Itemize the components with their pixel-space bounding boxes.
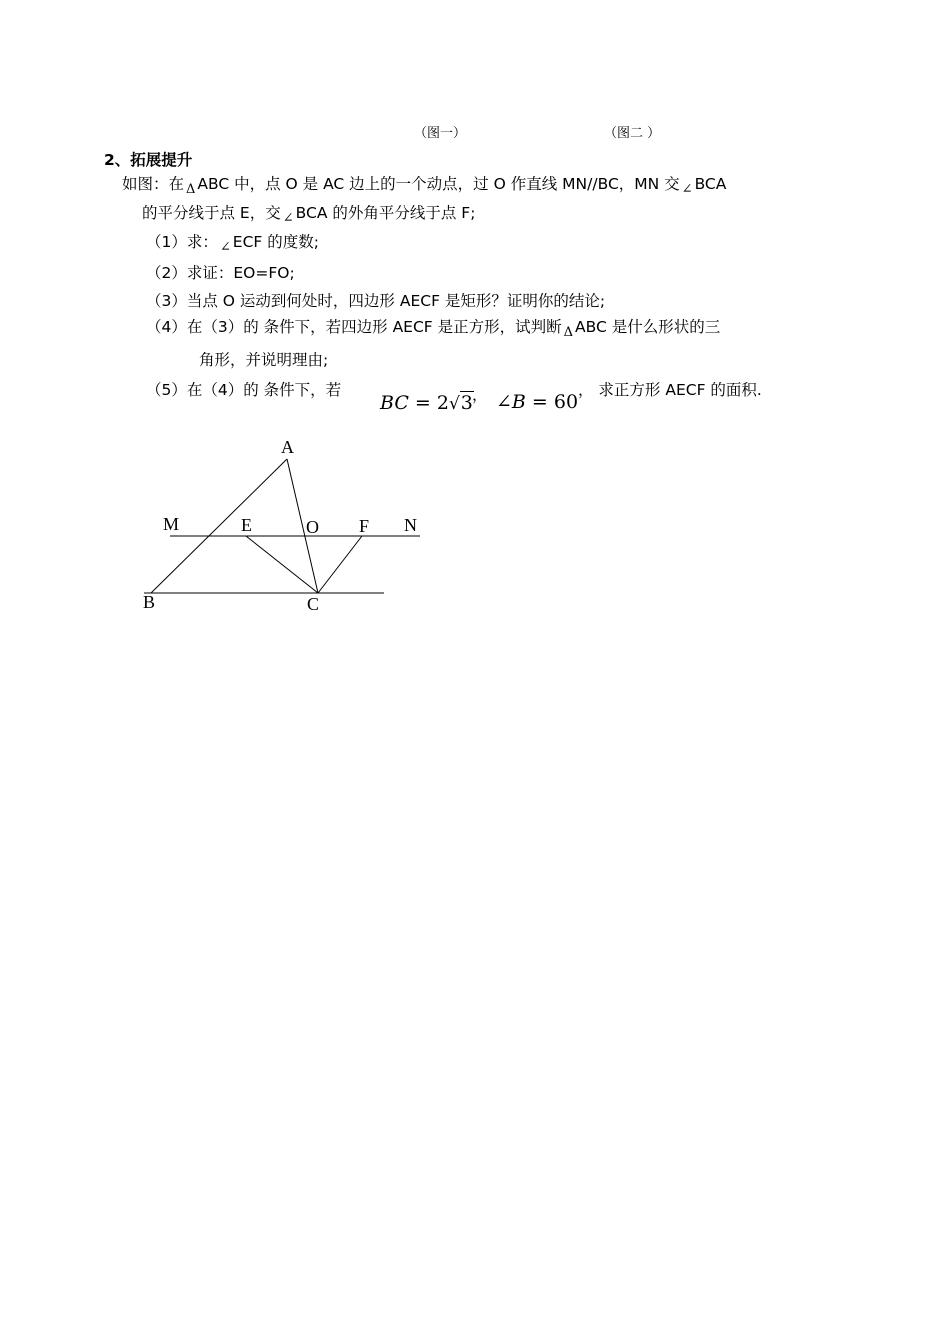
label-O: O [306,517,319,537]
intro-text-4: 的平分线于点 E，交 [142,204,281,222]
figure-1-caption: （图一） [414,126,467,141]
section-title: 2、拓展提升 [104,151,193,169]
question-2: （2）求证：EO=FO; [146,264,295,282]
label-B: B [143,592,156,612]
q4-text-a: （4）在（3）的 条件下，若四边形 AECF 是正方形，试判断 [146,318,562,336]
formula-angle-var: ∠B [496,391,526,413]
formula-bc-radicand: 3 [460,392,473,414]
intro-text-1: 如图：在 [122,175,185,193]
formula-comma: ， [472,386,488,404]
intro-text-3: BCA [694,175,727,193]
triangle-symbol: Δ [186,182,196,197]
label-E: E [241,515,252,535]
question-3: （3）当点 O 运动到何处时，四边形 AECF 是矩形？证明你的结论; [146,292,606,310]
angle-symbol: ∠ [681,182,693,197]
formula-bc-eq: = 2 [408,392,449,414]
formula-angle-val: = 60 [525,391,579,413]
question-4-continued: 角形，并说明理由; [199,351,329,369]
q4-text-b: ABC 是什么形状的三 [575,318,721,336]
label-M: M [163,514,180,534]
label-N: N [404,515,417,535]
formula-bc: BC = 2√3 [380,392,473,414]
angle-symbol: ∠ [219,240,231,255]
label-F: F [359,516,370,536]
figure-2-caption: （图二 ） [604,126,661,141]
q1-text-b: ECF 的度数; [232,233,319,251]
question-5-text: （5）在（4）的 条件下，若 [146,381,342,399]
q1-text-a: （1）求： [146,233,218,251]
angle-symbol: ∠ [282,211,294,226]
intro-text-5: BCA 的外角平分线于点 F; [295,204,476,222]
intro-text-2: ABC 中，点 O 是 AC 边上的一个动点，过 O 作直线 MN//BC，MN 交 [197,175,680,193]
triangle-symbol: Δ [563,325,574,340]
formula-bc-var: BC [380,392,409,414]
label-A: A [281,437,294,457]
label-C: C [307,594,320,614]
question-5-tail: ， 求正方形 AECF 的面积. [578,381,762,399]
segment-FC [318,536,362,593]
